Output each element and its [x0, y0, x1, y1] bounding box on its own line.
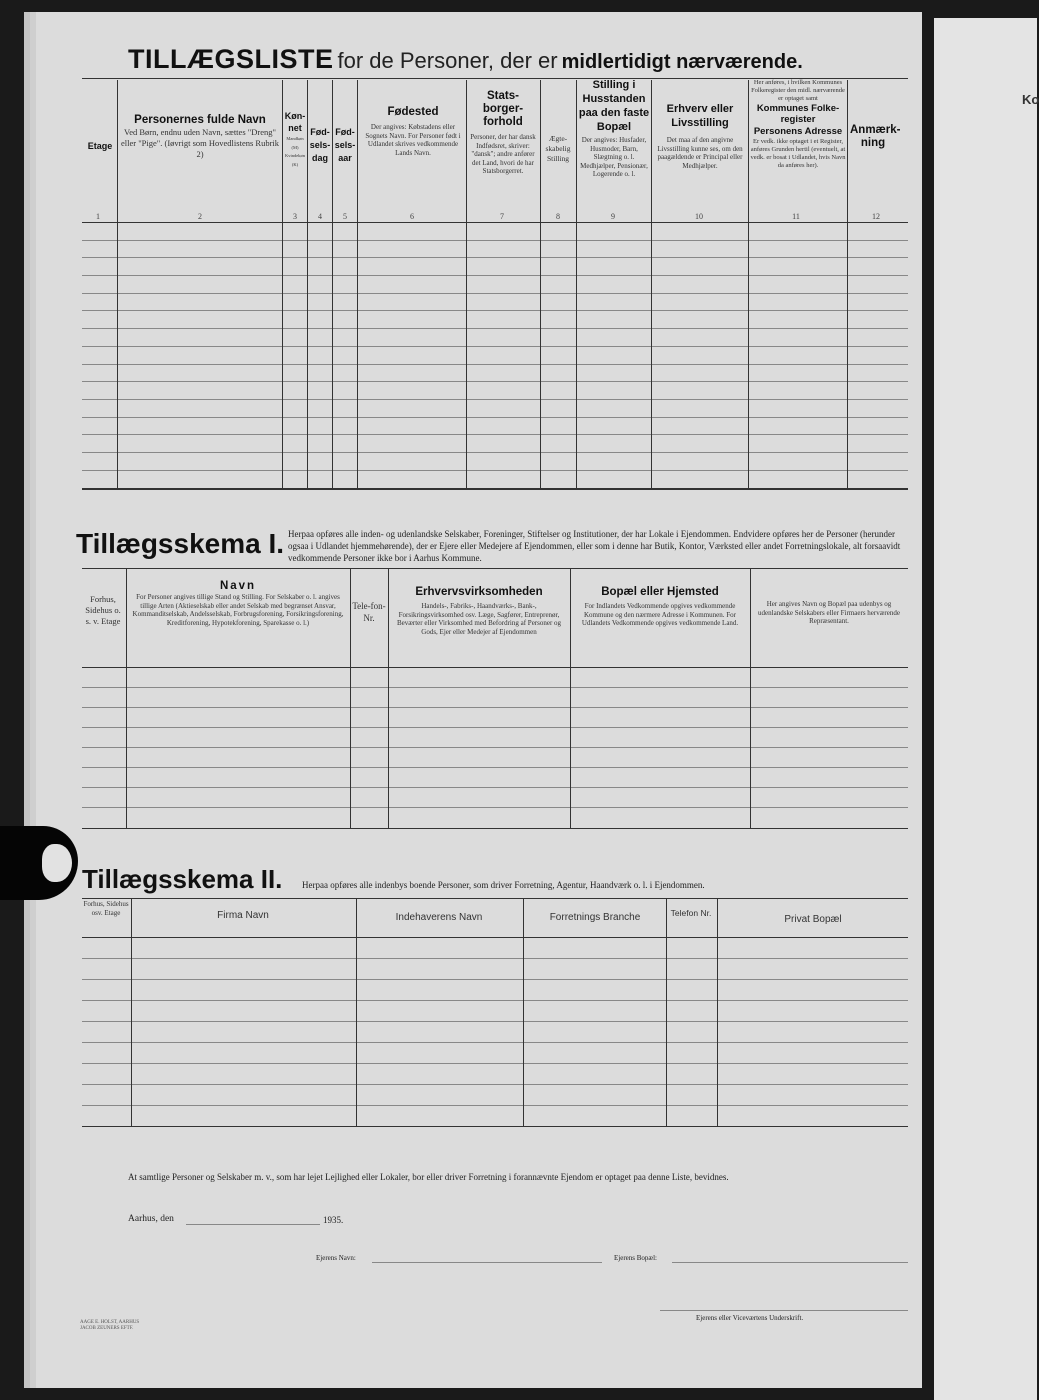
footer-place: Aarhus, den — [128, 1214, 174, 1224]
t1-num-3: 3 — [293, 212, 297, 221]
s2-h-private: Privat Bopæl — [784, 914, 842, 925]
s2-row-line — [82, 1021, 908, 1022]
s1-h-residence-title: Bopæl eller Hjemsted — [601, 586, 719, 598]
t1-h-remark — [850, 124, 901, 150]
t1-row-line — [82, 381, 908, 382]
s1-col-line — [570, 568, 571, 828]
t1-num-6: 6 — [410, 212, 414, 221]
t1-row-line — [82, 328, 908, 329]
footer-signature-label: Ejerens eller Viceværtens Underskrift. — [696, 1314, 804, 1322]
s1-h-residence — [574, 586, 746, 628]
t1-num-1: 1 — [96, 212, 100, 221]
s1-h-phone-desc: Tele-fon-Nr. — [352, 601, 386, 623]
s1-row-line — [82, 747, 908, 748]
t1-h-household-title: Stilling i Husstanden paa den faste Bopæl — [578, 79, 650, 133]
skema2-title: Tillægsskema II. — [82, 864, 283, 894]
s1-bottom-rule — [82, 828, 908, 829]
s1-top-rule — [82, 568, 908, 569]
t1-h-occupation — [654, 102, 746, 170]
t1-h-birthplace — [362, 106, 464, 157]
t1-row-line — [82, 240, 908, 241]
s1-h-name — [130, 580, 346, 627]
s1-row-line — [82, 767, 908, 768]
s2-row-line — [82, 1084, 908, 1085]
t1-row-line — [82, 417, 908, 418]
t1-h-household-desc: Der angives: Husfader, Husmoder, Barn, Slægtning o. l. Medhjælper, Pensionær, Logerende o. l. — [580, 136, 648, 178]
t1-h-birthplace-title: Fødested — [387, 106, 439, 118]
s2-bottom-rule — [82, 1126, 908, 1127]
footer-owner-name-label: Ejerens Navn: — [316, 1254, 356, 1262]
t1-h-year-title: Fød-sels-aar — [334, 127, 356, 163]
t1-h-day — [309, 126, 331, 165]
footer-signature-line — [660, 1310, 908, 1311]
t1-col-line — [651, 80, 652, 490]
s1-h-name-title: Navn — [219, 580, 257, 592]
t1-h-citizen-desc: Personer, der har dansk Indfødsret, skriver: "dansk"; andre anfører det Land, hvori de har Statsborgerret. — [470, 133, 536, 175]
t1-num-8: 8 — [556, 212, 560, 221]
s1-h-residence-desc: For Indlandets Vedkommende opgives vedkommende Kommune og den nærmere Adresse i Kommunen. For Udlandets Vedkommende opgives vedkommende Land. — [581, 602, 739, 627]
t1-col-line — [282, 80, 283, 490]
t1-col-line — [748, 80, 749, 490]
s2-head-rule — [82, 937, 908, 938]
t1-num-12: 12 — [872, 212, 880, 221]
s2-col-line — [666, 898, 667, 1126]
t1-col-line — [357, 80, 358, 490]
s2-row-line — [82, 1042, 908, 1043]
s2-h-owner: Indehaverens Navn — [395, 912, 483, 923]
t1-num-10: 10 — [695, 212, 703, 221]
s1-h-business-title: Erhvervsvirksomheden — [415, 586, 543, 598]
s2-h-branch: Forretnings Branche — [549, 912, 641, 923]
footer-year: 1935. — [323, 1215, 344, 1225]
footer-owner-name-line — [372, 1262, 602, 1263]
footer-owner-address-label: Ejerens Bopæl: — [614, 1254, 657, 1262]
t1-h-marital — [541, 134, 575, 164]
footer-printer: AAGE E. HOLST, AARHUS JACOB ZEUNERS EFTF. — [80, 1320, 140, 1331]
s1-h-phone — [352, 600, 386, 624]
title-main: TILLÆGSLISTE — [128, 44, 334, 74]
t1-row-line — [82, 293, 908, 294]
footer-owner-address-line — [672, 1262, 908, 1263]
footer-statement: At samtlige Personer og Selskaber m. v., som har lejet Lejlighed eller Lokaler, bor eller driver Forretning i forannævnte Ejendom er optaget paa denne Liste, bevidnes. — [128, 1172, 729, 1182]
t1-row-line — [82, 470, 908, 471]
t1-h-citizen — [468, 90, 538, 176]
s1-h-representative — [756, 600, 902, 626]
t1-h-address-title: Personens Adresse — [753, 126, 843, 137]
adjacent-page-text: Ko — [1022, 92, 1039, 107]
t1-num-7: 7 — [500, 212, 504, 221]
s1-row-line — [82, 707, 908, 708]
t1-row-line — [82, 257, 908, 258]
t1-row-line — [82, 275, 908, 276]
t1-col-line — [117, 80, 118, 490]
t1-h-name-desc: Ved Børn, endnu uden Navn, sættes "Dreng" eller "Pige". (Iøvrigt som Hovedlistens Rubrik 2) — [120, 127, 280, 159]
t1-h-koen-title: Køn-net — [284, 111, 306, 133]
title-rest-b: midlertidigt nærværende. — [561, 51, 803, 73]
skema1-intro: Herpaa opføres alle inden- og udenlandske Selskaber, Foreninger, Stiftelser og Institutioner, der har Lokale i Ejendommen. Endvidere opføres her de Personer (herunder ogsaa i Udlandet hjemmehørende), der er Ejere eller Medejere af Ejendommen, eller som i denne har Butik, Kontor, Værksted eller andet Forretningslokale, alt forsaavidt vedkommende Personer ikke bor i Aarhus Kommune. — [288, 529, 901, 563]
t1-col-line — [307, 80, 308, 490]
t1-h-marital-desc: Ægte-skabelig Stilling — [545, 134, 571, 163]
s2-row-line — [82, 979, 908, 980]
s1-h-business-desc: Handels-, Fabriks-, Haandværks-, Bank-, Forsikringsvirksomhed osv. Læge, Sagfører, Entreprenør, Beværter eller Virksomhed med Befordring af Personer og Gods, Ejer eller Medejer af Ejendommen — [396, 602, 562, 636]
s1-h-etage-desc: Forhus, Sidehus o. s. v. Etage — [85, 594, 121, 626]
t1-col-line — [466, 80, 467, 490]
t1-num-4: 4 — [318, 212, 322, 221]
t1-h-koen-desc: Mandkøn (M) Kvindekøn (K) — [285, 136, 305, 167]
t1-num-5: 5 — [343, 212, 347, 221]
t1-h-remark-title: Anmærk-ning — [850, 124, 901, 149]
t1-h-occupation-title: Erhverv eller Livsstilling — [666, 103, 734, 129]
t1-h-address-desc2: Er vedk. ikke optaget i et Register, anføres Grunden hertil (eventuelt, at vedk. er bosat i Udlandet, hvis Navn da anføres her). — [750, 138, 846, 169]
s1-col-line — [388, 568, 389, 828]
s2-h-etage: Forhus, Sidehus osv. Etage — [83, 900, 129, 917]
title-rest-a: for de Personer, der er — [337, 48, 558, 73]
t1-row-line — [82, 310, 908, 311]
adjacent-page — [934, 18, 1037, 1400]
t1-row-line — [82, 434, 908, 435]
t1-h-koen — [284, 110, 306, 168]
s2-col-line — [523, 898, 524, 1126]
t1-col-line — [332, 80, 333, 490]
t1-h-citizen-title: Stats-borger-forhold — [482, 90, 524, 128]
s1-row-line — [82, 727, 908, 728]
t1-num-9: 9 — [611, 212, 615, 221]
s2-top-rule — [82, 898, 908, 899]
skema2-intro: Herpaa opføres alle indenbys boende Personer, som driver Forretning, Agentur, Haandværk o. l. i Ejendommen. — [302, 880, 705, 890]
s2-col-line — [131, 898, 132, 1126]
s2-row-line — [82, 1105, 908, 1106]
t1-h-address-desc: Her anføres, i hvilken Kommunes Folkeregister den midl. nærværende er optaget samt — [751, 79, 845, 102]
t1-h-day-title: Fød-sels-dag — [309, 127, 331, 163]
s1-head-rule — [82, 667, 908, 668]
t1-bottom-rule — [82, 488, 908, 490]
s1-row-line — [82, 687, 908, 688]
t1-h-etage — [83, 140, 117, 153]
s2-h-firm: Firma Navn — [217, 910, 269, 921]
s2-col-line — [717, 898, 718, 1126]
s1-h-representative-desc: Her angives Navn og Bopæl paa udenbys og udenlandske Selskabers eller Firmaers herværende Repræsentant. — [758, 600, 900, 625]
t1-h-birthplace-desc: Der angives: Købstadens eller Sognets Navn. For Personer født i Udlandet skrives vedkommende Lands Navn. — [365, 123, 461, 157]
s1-row-line — [82, 787, 908, 788]
s1-h-etage — [83, 594, 123, 627]
t1-h-name-title: Personernes fulde Navn — [134, 114, 266, 126]
t1-h-name — [120, 114, 280, 160]
thumbnail-highlight — [42, 844, 72, 882]
s1-h-business — [392, 586, 566, 636]
t1-h-year — [334, 126, 356, 165]
s2-row-line — [82, 1000, 908, 1001]
s1-col-line — [350, 568, 351, 828]
t1-h-household — [578, 78, 650, 179]
skema1-title: Tillægsskema I. — [76, 528, 285, 559]
s1-row-line — [82, 807, 908, 808]
t1-row-line — [82, 452, 908, 453]
t1-row-line — [82, 399, 908, 400]
t1-num-2: 2 — [198, 212, 202, 221]
page-title — [128, 44, 908, 75]
s1-col-line — [126, 568, 127, 828]
t1-col-line — [576, 80, 577, 490]
t1-col-line — [847, 80, 848, 490]
s2-col-line — [356, 898, 357, 1126]
t1-num-11: 11 — [792, 212, 800, 221]
s2-row-line — [82, 958, 908, 959]
t1-row-line — [82, 364, 908, 365]
t1-row-line — [82, 346, 908, 347]
t1-h-etage-title: Etage — [87, 141, 113, 151]
s1-col-line — [750, 568, 751, 828]
footer-date-line — [186, 1224, 320, 1225]
t1-h-address-register: Kommunes Folke-register — [756, 103, 840, 125]
s1-h-name-desc: For Personer angives tillige Stand og Stilling. For Selskaber o. l. angives tillige Arten (Aktieselskab eller andet Selskab med begrænset Ansvar, Kommanditselskab, Andelsselskab, Forbrugsforening, Forsikringsforening, Kreditforening, Hypotekforening, Sparekasse o. l.) — [132, 593, 344, 627]
s2-h-phone: Telefon Nr. — [670, 908, 712, 918]
t1-head-rule — [82, 222, 908, 223]
s2-row-line — [82, 1063, 908, 1064]
t1-h-occupation-desc: Det maa af den angivne Livsstilling kunne ses, om den paagældende er Principal eller Medhjælper. — [657, 136, 743, 170]
t1-h-address — [750, 79, 846, 170]
